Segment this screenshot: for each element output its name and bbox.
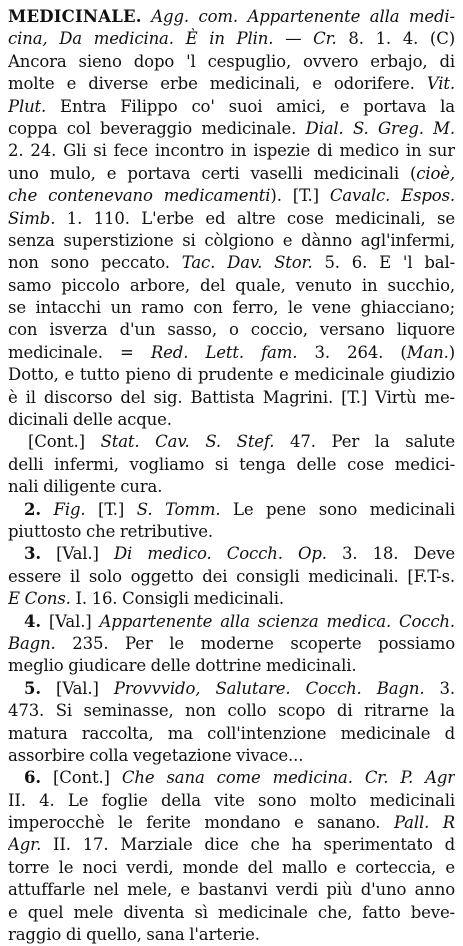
- italic-run: Plut.: [8, 96, 47, 116]
- italic-run: Pall. R: [393, 813, 455, 833]
- text-run: Le pene sono medicinali: [220, 499, 455, 519]
- text-run: delli infermi, vogliamo si tenga delle cose medici-: [8, 454, 455, 474]
- text-run: samo piccolo arbore, del quale, venuto in succhio,: [8, 275, 455, 295]
- entry-line: [8, 476, 455, 498]
- text-run: con isverza d'un sasso, o coccio, versano liquore: [8, 320, 455, 340]
- entry-line: [8, 319, 455, 341]
- italic-run: Simb.: [8, 208, 56, 228]
- text-run: [Val.]: [40, 678, 114, 698]
- text-run: 5. 6. E 'l bal-: [312, 253, 455, 273]
- entry-line: [8, 342, 455, 364]
- entry-line: [8, 96, 455, 118]
- text-run: assorbire colla vegetazione vivace...: [8, 745, 304, 765]
- entry-line: [8, 409, 455, 431]
- entry-line: [8, 633, 455, 655]
- entry-line: [8, 73, 455, 95]
- italic-run: cioè,: [416, 163, 455, 183]
- text-run: [Cont.]: [28, 432, 101, 452]
- text-run: Entra Filippo co' suoi amici, e portava la: [46, 96, 455, 116]
- italic-run: Stat. Cav. S. Stef.: [100, 432, 275, 452]
- text-run: [142, 7, 152, 26]
- entry-line: [8, 655, 455, 677]
- text-run: 235. Per le moderne scoperte possiamo: [55, 633, 455, 653]
- text-run: Ancora sieno dopo 'l cespuglio, ovvero erbajo, di: [8, 51, 455, 71]
- text-run: [T.]: [85, 499, 137, 519]
- text-run: II. 4. Le foglie della vite sono molto medicinali: [8, 790, 455, 810]
- entry-line: [8, 275, 455, 297]
- sense-number: 3.: [24, 544, 41, 564]
- italic-run: Man.: [406, 342, 449, 362]
- text-run: senza superstizione si còlgiono e dànno agl'infermi,: [8, 230, 455, 250]
- italic-run: Cr.: [313, 29, 337, 49]
- text-run: 3. 264. (: [297, 342, 407, 362]
- entry-line: [8, 454, 455, 476]
- text-run: 3. 18. Deve: [326, 544, 455, 564]
- italic-run: che contenevano medicamenti: [8, 186, 271, 206]
- text-run: non sono peccato.: [8, 253, 182, 273]
- text-run: imperocchè le ferite mondano e sanano.: [8, 813, 394, 833]
- text-run: coppa col beveraggio medicinale.: [8, 118, 306, 138]
- text-run: 2. 24. Gli si fece incontro in ispezie di medico in sur: [8, 141, 455, 161]
- italic-run: Che sana come medicina. Cr. P. Agr: [121, 768, 455, 788]
- entry-line: [8, 678, 455, 700]
- text-run: piuttosto che retributive.: [8, 521, 213, 541]
- text-run: [Val.]: [40, 611, 100, 631]
- entry-line: [8, 431, 455, 453]
- text-run: I. 16. Consigli medicinali.: [70, 589, 285, 609]
- italic-run: cina, Da medicina. È in Plin.: [8, 29, 274, 49]
- text-run: 47. Per la salute: [274, 432, 455, 452]
- italic-run: Bagn.: [8, 633, 56, 653]
- text-run: raggio di quello, sana l'arterie.: [8, 925, 260, 945]
- text-run: 8. 1. 4. (C): [336, 29, 455, 49]
- text-run: [41, 500, 54, 519]
- entry-line: [8, 745, 455, 767]
- text-run: nali diligente cura.: [8, 477, 163, 497]
- text-run: Dotto, e tutto pieno di prudente e medicinale giudizio: [8, 365, 455, 385]
- italic-run: Fig.: [53, 499, 86, 519]
- sense-number: 6.: [24, 768, 41, 788]
- sense-number: 4.: [24, 611, 41, 631]
- entry-line: [8, 543, 455, 565]
- text-run: e quel mele diventa sì medicinale che, fatto beve-: [8, 902, 455, 922]
- entry-line: [8, 163, 455, 185]
- entry-line: [8, 723, 455, 745]
- text-run: medicinale. =: [8, 342, 151, 362]
- entry-line: [8, 924, 455, 946]
- entry-line: [8, 812, 455, 834]
- entry-line: [8, 6, 455, 28]
- text-run: uno mulo, e portava certi vaselli medicinali (: [8, 163, 417, 183]
- entry-line: [8, 364, 455, 386]
- text-run: molte e diverse erbe medicinali, e odorifere.: [8, 74, 427, 94]
- text-run: essere il solo oggetto dei consigli medicinali. [F.T-s.: [8, 566, 455, 586]
- entry-line: [8, 611, 455, 633]
- entry-line: [8, 902, 455, 924]
- entry-line: [8, 387, 455, 409]
- entry-line: [8, 230, 455, 252]
- entry-line: [8, 185, 455, 207]
- entry-line: [8, 834, 455, 856]
- text-run: —: [273, 29, 314, 49]
- text-run: se intacchi un ramo con ferro, le vene ghiacciano;: [8, 298, 455, 318]
- text-run: meglio giudicare delle dottrine medicinali.: [8, 656, 357, 676]
- text-run: 473. Si seminasse, non collo scopo di ritrarne la: [8, 701, 455, 721]
- entry-line: [8, 499, 455, 521]
- entry-line: [8, 118, 455, 140]
- italic-run: Di medico. Cocch. Op.: [113, 544, 327, 564]
- italic-run: Agr.: [8, 835, 42, 855]
- italic-run: Appartenente alla scienza medica. Cocch.: [99, 611, 455, 631]
- entry-line: [8, 588, 455, 610]
- entry-line: [8, 252, 455, 274]
- entry-line: [8, 857, 455, 879]
- sense-number: 2.: [24, 499, 41, 519]
- text-run: attuffarle nel mele, e bastanvi verdi più d'uno anno: [8, 880, 455, 900]
- entry-line: [8, 28, 455, 50]
- text-run: dicinali delle acque.: [8, 410, 172, 430]
- entry-line: [8, 700, 455, 722]
- entry-line: [8, 566, 455, 588]
- entry-line: [8, 790, 455, 812]
- text-run: II. 17. Marziale dice che ha sperimentato d: [41, 835, 455, 855]
- italic-run: Tac. Dav. Stor.: [181, 253, 313, 273]
- italic-run: S. Tomm.: [136, 499, 221, 519]
- italic-run: Provvvido, Salutare. Cocch. Bagn.: [113, 678, 425, 698]
- entry-line: [8, 297, 455, 319]
- text-run: torre le noci verdi, monde del mallo e corteccia, e: [8, 857, 455, 877]
- text-run: è il discorso del sig. Battista Magrini. [T.] Virtù me-: [8, 387, 455, 407]
- text-run: matura raccolta, ma coll'intenzione medicinale d: [8, 723, 455, 743]
- italic-run: Cavalc. Espos.: [329, 186, 455, 206]
- sense-number: 5.: [24, 678, 41, 698]
- text-run: [Cont.]: [40, 768, 122, 788]
- text-run: ). [T.]: [270, 186, 330, 206]
- entry-line: [8, 879, 455, 901]
- italic-run: Vit.: [426, 74, 455, 94]
- entry-line: [8, 521, 455, 543]
- italic-run: Agg. com. Appartenente alla medi-: [151, 7, 455, 26]
- text-run: 3.: [424, 678, 455, 698]
- dictionary-entry-medicinale: [8, 6, 455, 946]
- italic-run: E Cons.: [8, 589, 71, 609]
- entry-line: [8, 140, 455, 162]
- text-run: [Val.]: [40, 544, 114, 564]
- headword: MEDICINALE.: [8, 7, 142, 26]
- italic-run: Dial. S. Greg. M.: [305, 118, 455, 138]
- italic-run: Red. Lett. fam.: [150, 342, 298, 362]
- entry-line: [8, 767, 455, 789]
- entry-line: [8, 208, 455, 230]
- entry-line: [8, 51, 455, 73]
- text-run: 1. 110. L'erbe ed altre cose medicinali, se: [55, 208, 455, 228]
- text-run: ): [448, 342, 455, 362]
